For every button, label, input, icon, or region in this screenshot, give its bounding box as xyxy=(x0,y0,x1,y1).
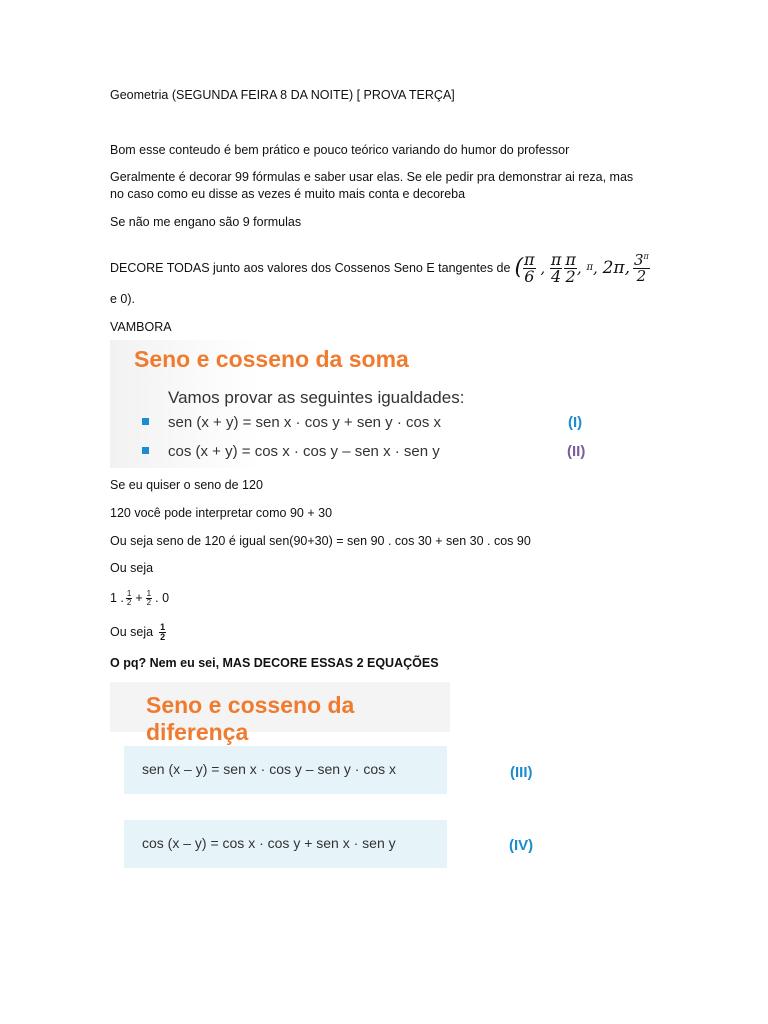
result-label: Ou seja xyxy=(110,625,154,639)
equation-box xyxy=(124,820,447,868)
plus-sign: + xyxy=(135,591,143,605)
fraction-half-result xyxy=(159,623,166,642)
fraction-pi-6 xyxy=(523,249,536,286)
decore-line xyxy=(110,248,650,288)
calc-one: 1 . xyxy=(110,591,124,605)
numerator-pi: π xyxy=(643,251,649,261)
small-pi: π xyxy=(586,262,594,273)
numerator: 1 xyxy=(160,621,166,632)
paragraph-line: Ou seja seno de 120 é igual sen(90+30) = sen 90 . cos 30 + sen 30 . cos 90 xyxy=(110,534,531,548)
intro-paragraph: Bom esse conteudo é bem prático e pouco teórico variando do humor do professor xyxy=(110,143,570,157)
image-seno-cosseno-soma xyxy=(110,340,610,468)
numerator: 1 xyxy=(126,588,132,598)
numerator: π xyxy=(524,249,535,269)
fraction-pi-2 xyxy=(564,249,577,286)
denominator: 2 xyxy=(126,597,132,607)
denominator: 6 xyxy=(524,266,535,286)
equation-text: sen (x – y) = sen x · cos y – sen y · cos x xyxy=(142,761,397,777)
paragraph-line: Se eu quiser o seno de 120 xyxy=(110,478,263,492)
bold-note: O pq? Nem eu sei, MAS DECORE ESSAS 2 EQUAÇÕES xyxy=(110,656,439,670)
numerator-3: 3 xyxy=(633,250,644,269)
denominator: 2 xyxy=(160,631,166,642)
paragraph-line: 120 você pode interpretar como 90 + 30 xyxy=(110,506,333,520)
denominator: 2 xyxy=(146,597,152,607)
calc-zero: . 0 xyxy=(155,591,170,605)
numerator: 1 xyxy=(146,588,152,598)
bullet-icon xyxy=(142,418,149,425)
fraction-pi-4 xyxy=(550,249,563,286)
fraction-3pi-2 xyxy=(633,250,650,285)
image-subtitle: Vamos provar as seguintes igualdades: xyxy=(168,388,465,407)
separator: , xyxy=(535,259,550,277)
decore-text: DECORE TODAS junto aos valores dos Cossenos Seno E tangentes de xyxy=(110,261,511,275)
denominator: 4 xyxy=(551,266,562,286)
two-pi: 2π, xyxy=(602,258,630,278)
image-seno-cosseno-diferenca-title xyxy=(110,682,450,745)
equation-text: cos (x + y) = cos x · cos y – sen x · sen y xyxy=(168,443,440,460)
nine-formulas-line: Se não me engano são 9 formulas xyxy=(110,215,302,229)
denominator: 2 xyxy=(636,266,647,285)
equation-tag: (II) xyxy=(567,443,586,460)
separator: , xyxy=(593,259,603,277)
open-paren: ( xyxy=(514,255,524,280)
fraction-half xyxy=(146,590,152,607)
image-title: Seno e cosseno da diferença xyxy=(146,692,355,745)
paragraph-line: Geralmente é decorar 99 fórmulas e saber usar elas. Se ele pedir pra demonstrar ai reza, mas xyxy=(110,170,634,184)
equation-tag: (I) xyxy=(568,414,583,431)
vambora: VAMBORA xyxy=(110,320,172,334)
image-title: Seno e cosseno da soma xyxy=(134,346,409,372)
denominator: 2 xyxy=(565,266,576,286)
numerator: π xyxy=(565,249,576,269)
result-line xyxy=(110,618,166,646)
decore-end: e 0). xyxy=(110,292,136,306)
equation-tag: (III) xyxy=(510,764,533,781)
equation-tag: (IV) xyxy=(509,837,534,854)
document-header: Geometria (SEGUNDA FEIRA 8 DA NOITE) [ PROVA TERÇA] xyxy=(110,88,455,102)
equation-box xyxy=(124,746,447,794)
calculation-line xyxy=(110,584,169,612)
separator: , xyxy=(576,259,587,277)
fraction-half xyxy=(126,590,132,607)
bullet-icon xyxy=(142,447,149,454)
equation-text: cos (x – y) = cos x · cos y + sen x · sen y xyxy=(142,835,396,851)
equation-text: sen (x + y) = sen x · cos y + sen y · cos x xyxy=(168,414,442,431)
numerator: π xyxy=(550,249,562,269)
paragraph-line: Ou seja xyxy=(110,561,154,575)
paragraph-line: no caso como eu disse as vezes é muito mais conta e decoreba xyxy=(110,187,466,201)
equation-row xyxy=(168,414,441,431)
equation-row xyxy=(168,443,440,460)
